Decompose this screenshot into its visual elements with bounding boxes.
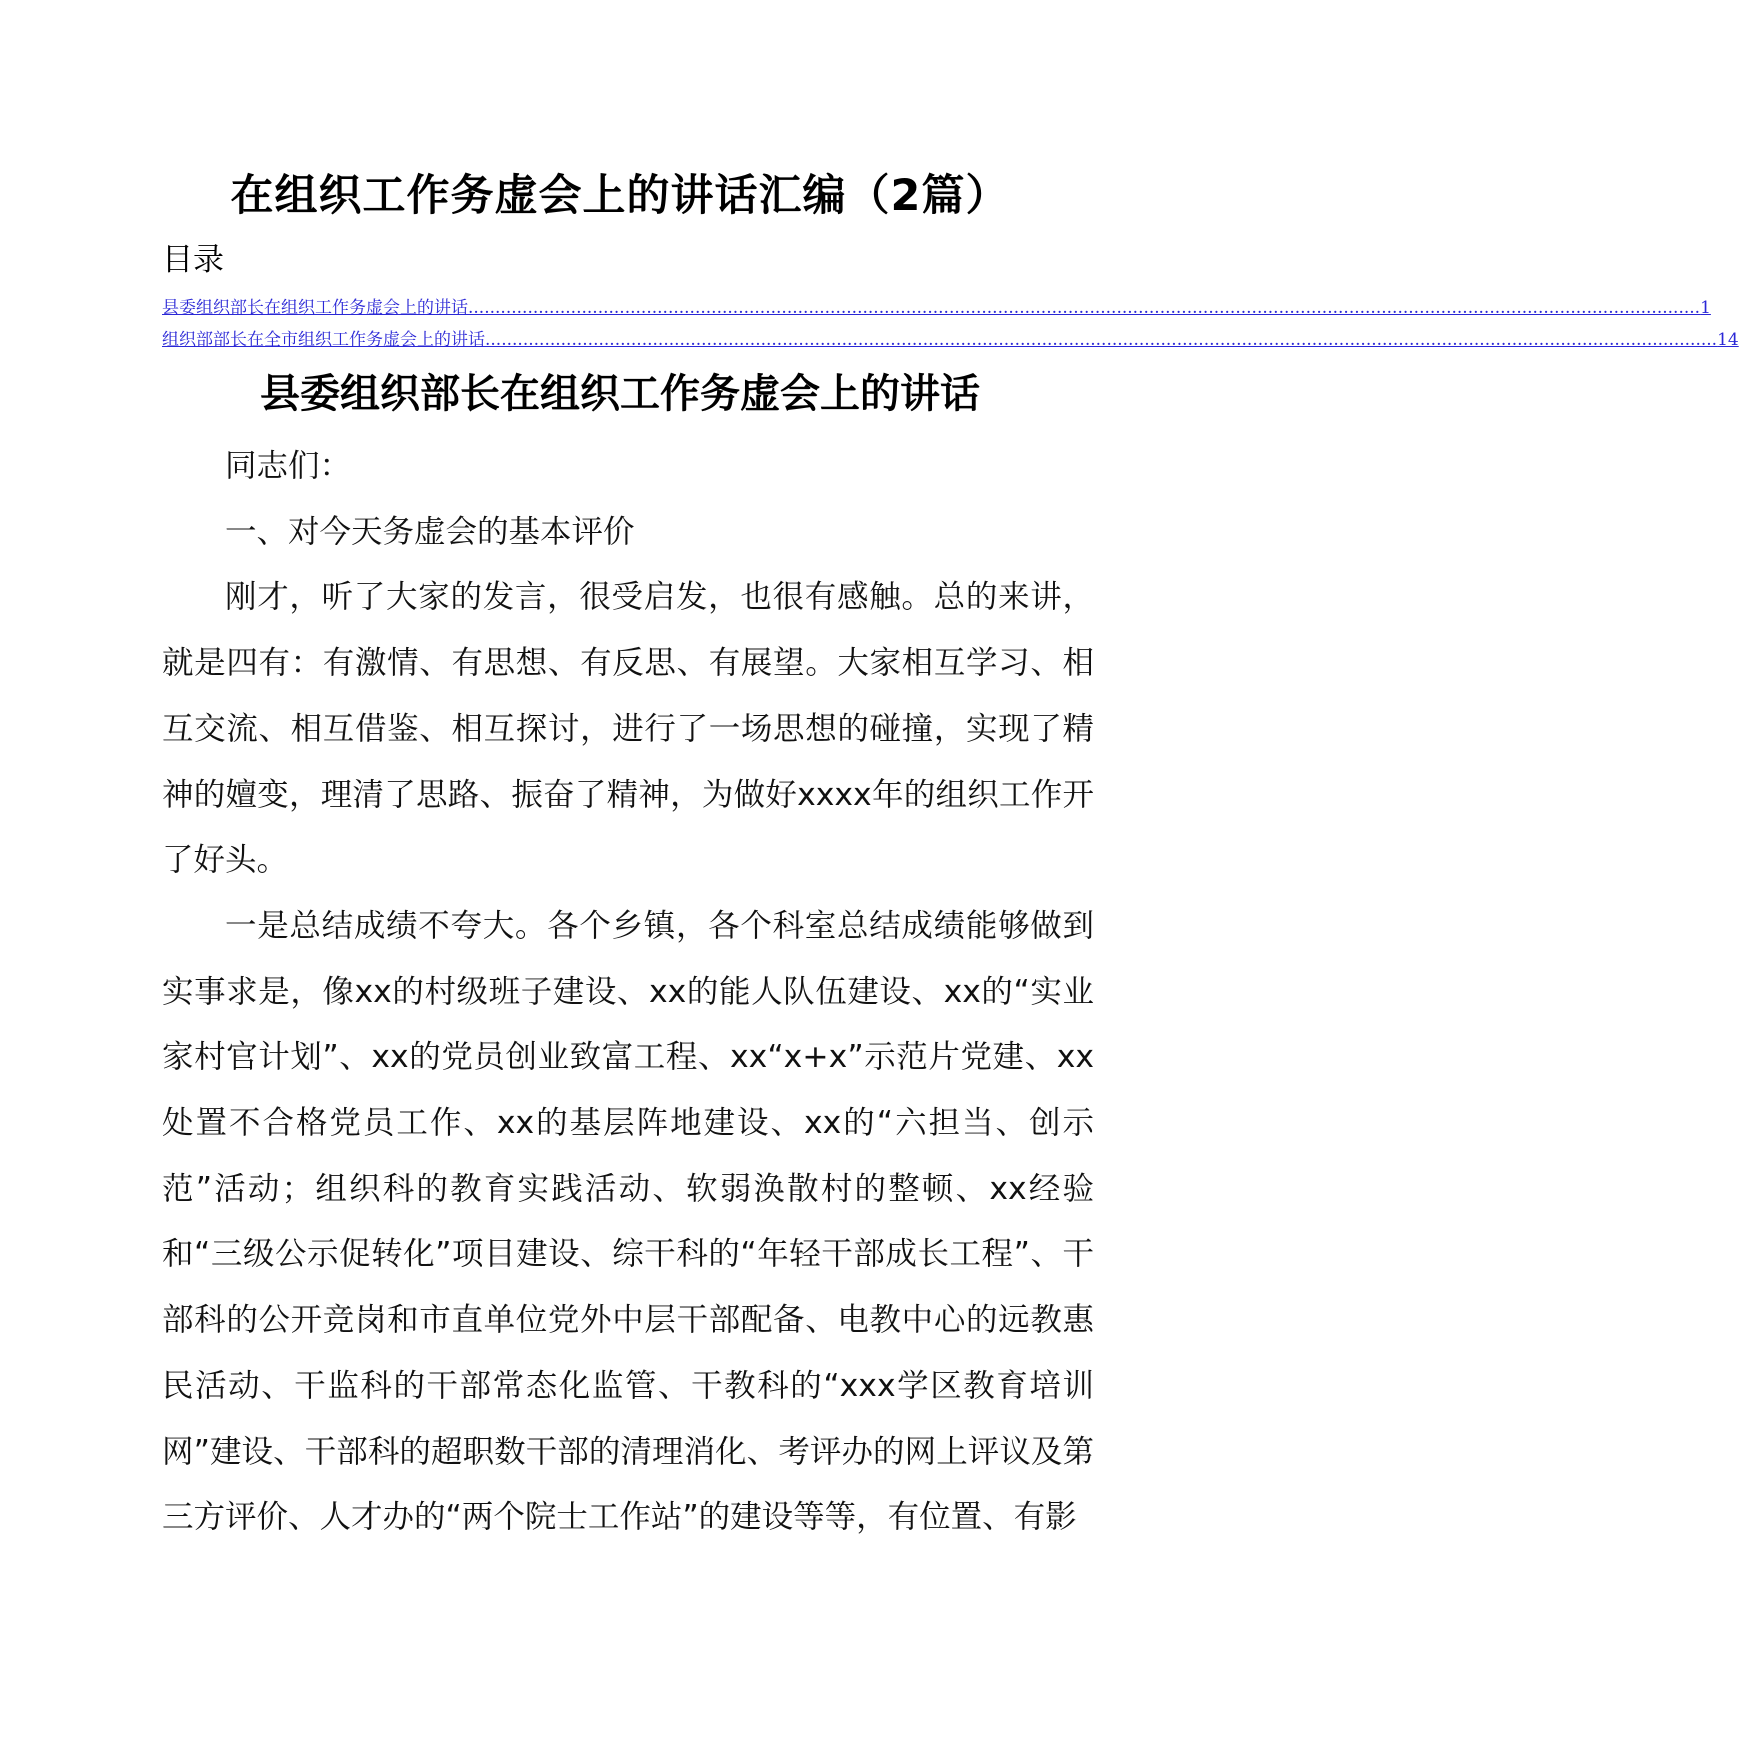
heading-paragraph: 一、对今天务虚会的基本评价 — [225, 513, 635, 550]
toc-entry-2[interactable] — [162, 328, 1739, 352]
toc-entry-page: 1 — [1700, 298, 1711, 318]
toc-entry-title: 组织部部长在全市组织工作务虚会上的讲话 — [162, 330, 485, 350]
paragraph: 刚才，听了大家的发言，很受启发，也很有感触。总的来讲，就是四有：有激情、有思想、有反思、有展望。大家相互学习、相互交流、相互借鉴、相互探讨，进行了一场思想的碰撞，实现了精神的嬗变，理清了思路、振奋了精神，为做好xxxx年的组织工作开了好头。 — [162, 579, 1094, 879]
toc-entry-page: 14 — [1717, 330, 1739, 350]
section-title: 县委组织部长在组织工作务虚会上的讲话 — [260, 371, 980, 417]
toc-entry-title: 县委组织部长在组织工作务虚会上的讲话 — [162, 298, 468, 318]
toc-dot-leader: .................................................................................................................................................................................................................................... — [468, 298, 1701, 318]
salutation: 同志们： — [225, 448, 352, 484]
toc-entry-1[interactable] — [162, 296, 1711, 320]
body-text — [162, 434, 1094, 1551]
toc-heading: 目录 — [162, 242, 224, 278]
paragraph: 一是总结成绩不夸大。各个乡镇，各个科室总结成绩能够做到实事求是，像xx的村级班子建设、xx的能人队伍建设、xx的“实业家村官计划”、xx的党员创业致富工程、xx“x+x”示范片党建、xx处置不合格党员工作、xx的基层阵地建设、xx的“六担当、创示范”活动；组织科的教育实践活动、软弱涣散村的整顿、xx经验和“三级公示促转化”项目建设、综干科的“年轻干部成长工程”、干部科的公开竞岗和市直单位党外中层干部配备、电教中心的远教惠民活动、干监科的干部常态化监管、干教科的“xxx学区教育培训网”建设、干部科的超职数干部的清理消化、考评办的网上评议及第三方评价、人才办的“两个院士工作站”的建设等等，有位置、有影 — [162, 907, 1094, 1536]
document-title: 在组织工作务虚会上的讲话汇编（2篇） — [230, 171, 1010, 221]
toc-dot-leader: .................................................................................................................................................................................................................................... — [485, 330, 1718, 350]
